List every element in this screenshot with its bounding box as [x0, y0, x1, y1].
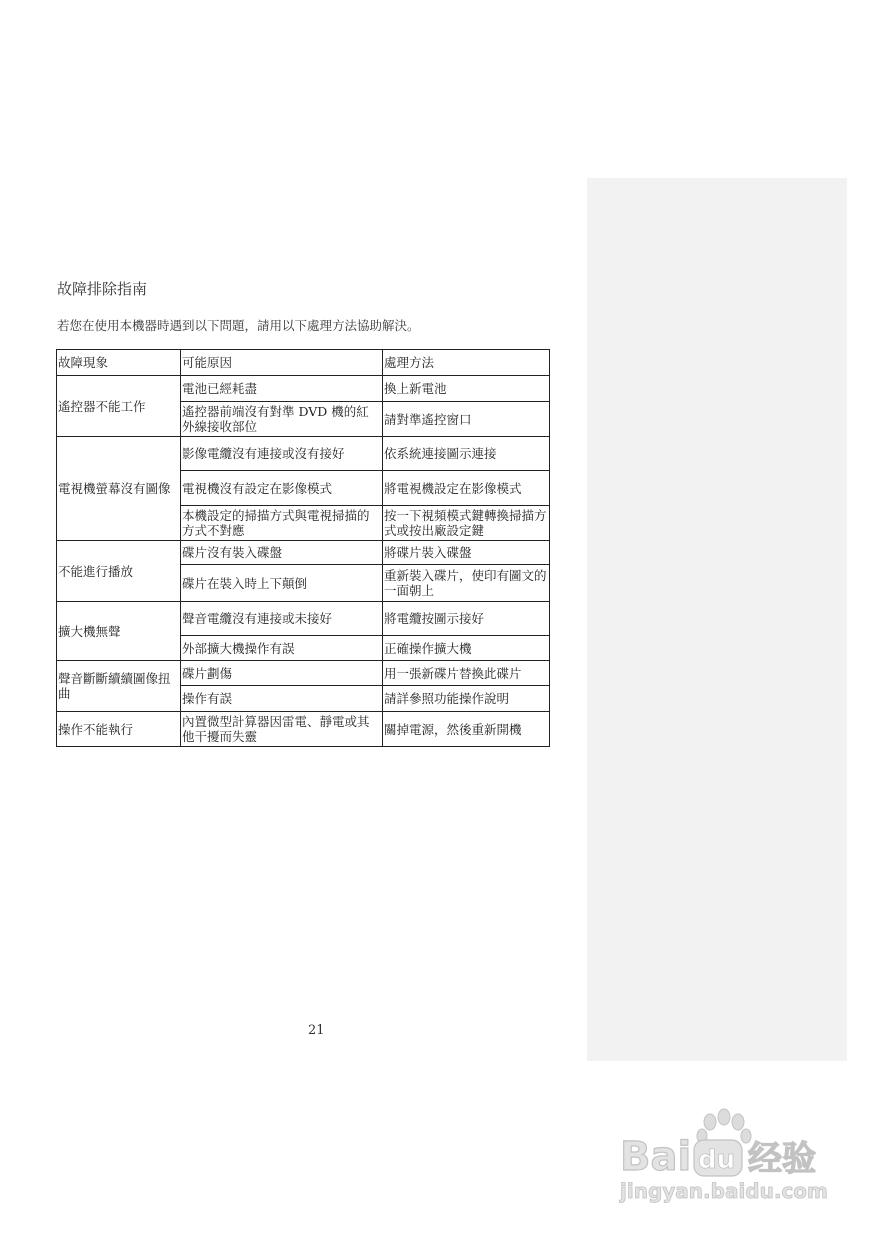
- header-solution: 處理方法: [383, 350, 550, 376]
- table-row: [57, 712, 550, 747]
- intro-text: 若您在使用本機器時遇到以下問題，請用以下處理方法協助解決。: [57, 318, 420, 333]
- table-row: [57, 602, 550, 636]
- solution-cell: 關掉電源，然後重新開機: [383, 712, 550, 747]
- table-row: [57, 541, 550, 565]
- page-title: 故障排除指南: [57, 280, 148, 298]
- table-row: [57, 376, 550, 402]
- baidu-jingyan-watermark: [618, 1108, 828, 1203]
- solution-cell: 換上新電池: [383, 376, 550, 402]
- solution-cell: 將電纜按圖示接好: [383, 602, 550, 636]
- cause-cell: 碟片沒有裝入碟盤: [181, 541, 383, 565]
- cause-cell: 操作有誤: [181, 686, 383, 712]
- symptom-cell: 操作不能執行: [57, 712, 181, 747]
- solution-cell: 按一下視頻模式鍵轉換掃描方式或按出廠設定鍵: [383, 506, 550, 541]
- cause-cell: 電池已經耗盡: [181, 376, 383, 402]
- solution-cell: 將碟片裝入碟盤: [383, 541, 550, 565]
- solution-cell: 請對準遙控窗口: [383, 402, 550, 437]
- cause-cell: 電視機沒有設定在影像模式: [181, 471, 383, 506]
- cause-cell: 碟片在裝入時上下顛倒: [181, 565, 383, 602]
- symptom-cell: 擴大機無聲: [57, 602, 181, 661]
- solution-cell: 將電視機設定在影像模式: [383, 471, 550, 506]
- svg-text:du: du: [698, 1145, 736, 1175]
- cause-cell: 內置微型計算器因雷電、靜電或其他干擾而失靈: [181, 712, 383, 747]
- solution-cell: 請詳參照功能操作說明: [383, 686, 550, 712]
- cause-cell: 本機設定的掃描方式與電視掃描的方式不對應: [181, 506, 383, 541]
- table-row: [57, 437, 550, 471]
- solution-cell: 正確操作擴大機: [383, 636, 550, 661]
- solution-cell: 用一張新碟片替換此碟片: [383, 661, 550, 686]
- watermark-url: jingyan.baidu.com: [620, 1179, 828, 1203]
- side-panel: [587, 178, 847, 1061]
- table-row: [57, 661, 550, 686]
- symptom-cell: 遙控器不能工作: [57, 376, 181, 437]
- table-header-row: [57, 350, 550, 376]
- cause-cell: 影像電纜沒有連接或沒有接好: [181, 437, 383, 471]
- cause-cell: 碟片劃傷: [181, 661, 383, 686]
- watermark-brand-cn: 经验: [748, 1139, 816, 1179]
- solution-cell: 依系統連接圖示連接: [383, 437, 550, 471]
- cause-cell: 聲音電纜沒有連接或未接好: [181, 602, 383, 636]
- header-cause: 可能原因: [181, 350, 383, 376]
- page-number: 21: [308, 1023, 325, 1038]
- cause-cell: 外部擴大機操作有誤: [181, 636, 383, 661]
- symptom-cell: 聲音斷斷續續圖像扭曲: [57, 661, 181, 712]
- cause-cell: 遙控器前端沒有對準 DVD 機的紅外線接收部位: [181, 402, 383, 437]
- watermark-brand: Bai: [620, 1134, 692, 1180]
- symptom-cell: 電視機螢幕沒有圖像: [57, 437, 181, 541]
- troubleshooting-table: [56, 349, 550, 747]
- symptom-cell: 不能進行播放: [57, 541, 181, 602]
- solution-cell: 重新裝入碟片，使印有圖文的一面朝上: [383, 565, 550, 602]
- paw-icon: [697, 1109, 751, 1143]
- header-symptom: 故障現象: [57, 350, 181, 376]
